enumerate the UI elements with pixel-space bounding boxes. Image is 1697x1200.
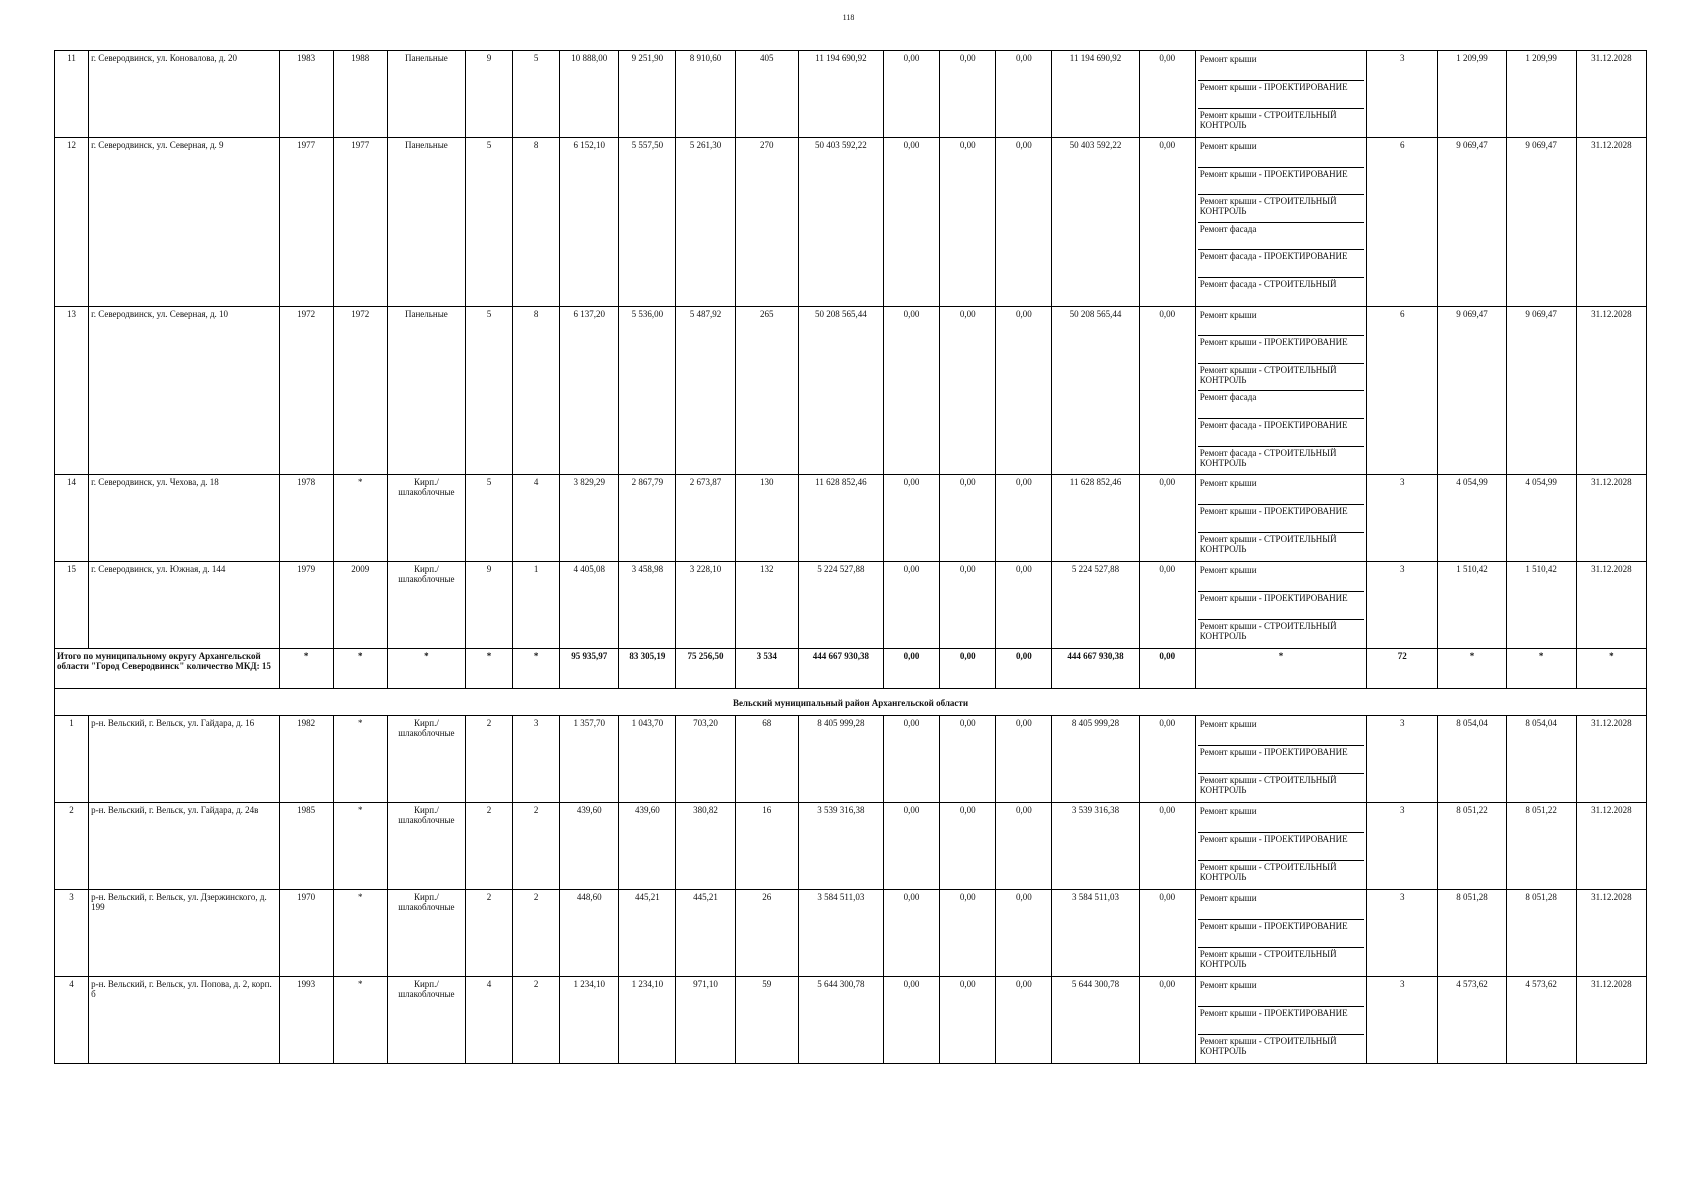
work-count-cell: 6 bbox=[1367, 138, 1438, 307]
total-area-cell: 1 357,70 bbox=[560, 716, 619, 803]
total-row bbox=[55, 649, 1647, 689]
total-area-premises-cell: 83 305,19 bbox=[619, 649, 676, 689]
work-item: Ремонт крыши - СТРОИТЕЛЬНЫЙ КОНТРОЛЬ bbox=[1199, 534, 1337, 555]
owners-funds-cell: 5 644 300,78 bbox=[1052, 977, 1139, 1064]
table-row bbox=[55, 306, 1647, 475]
residential-area-cell: 445,21 bbox=[676, 890, 735, 977]
total-cost-cell: 3 584 511,03 bbox=[798, 890, 883, 977]
federal-funds-cell: 0,00 bbox=[883, 977, 939, 1064]
federal-funds-cell: 0,00 bbox=[883, 51, 939, 138]
total-cost-cell: 50 208 565,44 bbox=[798, 306, 883, 475]
work-count-cell: 3 bbox=[1367, 562, 1438, 649]
wall-material-cell: Кирп./ шлакоблочные bbox=[387, 977, 465, 1064]
year-renovation-cell: * bbox=[333, 716, 387, 803]
wall-material-cell: Кирп./ шлакоблочные bbox=[387, 716, 465, 803]
other-funds-cell: 0,00 bbox=[1139, 890, 1195, 977]
year-built-cell: 1979 bbox=[279, 562, 333, 649]
row-number: 13 bbox=[55, 306, 89, 475]
total-works-cell: * bbox=[1195, 649, 1366, 689]
total-area-cell: 10 888,00 bbox=[560, 51, 619, 138]
federal-funds-cell: 0,00 bbox=[883, 890, 939, 977]
premises-area-cell: 439,60 bbox=[619, 803, 676, 890]
total-deadline-cell: * bbox=[1576, 649, 1646, 689]
residential-area-cell: 8 910,60 bbox=[676, 51, 735, 138]
regional-funds-cell: 0,00 bbox=[940, 977, 996, 1064]
year-renovation-cell: * bbox=[333, 475, 387, 562]
deadline-cell: 31.12.2028 bbox=[1576, 803, 1646, 890]
total-area-cell: 4 405,08 bbox=[560, 562, 619, 649]
owners-funds-cell: 50 208 565,44 bbox=[1052, 306, 1139, 475]
local-funds-cell: 0,00 bbox=[996, 51, 1052, 138]
total-residents-cell: 3 534 bbox=[735, 649, 798, 689]
deadline-cell: 31.12.2028 bbox=[1576, 138, 1646, 307]
deadline-cell: 31.12.2028 bbox=[1576, 306, 1646, 475]
residential-area-cell: 971,10 bbox=[676, 977, 735, 1064]
total-fund-owners-cell: 444 667 930,38 bbox=[1052, 649, 1139, 689]
total-cost-cell: 11 194 690,92 bbox=[798, 51, 883, 138]
total-fund-regional-cell: 0,00 bbox=[940, 649, 996, 689]
owners-funds-cell: 50 403 592,22 bbox=[1052, 138, 1139, 307]
work-item: Ремонт крыши bbox=[1198, 979, 1364, 1007]
table-row bbox=[55, 475, 1647, 562]
total-max-cost-cell: * bbox=[1506, 649, 1576, 689]
regional-funds-cell: 0,00 bbox=[940, 306, 996, 475]
work-item: Ремонт крыши - СТРОИТЕЛЬНЫЙ КОНТРОЛЬ bbox=[1199, 862, 1337, 883]
entrances-cell: 2 bbox=[513, 803, 560, 890]
address-cell: г. Северодвинск, ул. Северная, д. 10 bbox=[89, 306, 279, 475]
table-row bbox=[55, 138, 1647, 307]
wall-material-cell: Панельные bbox=[387, 51, 465, 138]
work-item: Ремонт крыши - ПРОЕКТИРОВАНИЕ bbox=[1198, 746, 1364, 774]
work-item: Ремонт крыши bbox=[1198, 140, 1364, 168]
row-number: 1 bbox=[55, 716, 89, 803]
federal-funds-cell: 0,00 bbox=[883, 562, 939, 649]
row-number: 11 bbox=[55, 51, 89, 138]
page-number: 118 bbox=[842, 13, 855, 22]
entrances-cell: 1 bbox=[513, 562, 560, 649]
premises-area-cell: 1 234,10 bbox=[619, 977, 676, 1064]
address-cell: г. Северодвинск, ул. Северная, д. 9 bbox=[89, 138, 279, 307]
entrances-cell: 8 bbox=[513, 306, 560, 475]
work-item: Ремонт фасада bbox=[1198, 223, 1364, 251]
work-item: Ремонт крыши bbox=[1198, 892, 1364, 920]
work-item: Ремонт крыши bbox=[1198, 805, 1364, 833]
total-area-cell: 3 829,29 bbox=[560, 475, 619, 562]
row-number: 12 bbox=[55, 138, 89, 307]
regional-funds-cell: 0,00 bbox=[940, 475, 996, 562]
max-cost-cell: 8 051,22 bbox=[1506, 803, 1576, 890]
other-funds-cell: 0,00 bbox=[1139, 51, 1195, 138]
year-built-cell: 1970 bbox=[279, 890, 333, 977]
unit-cost-cell: 8 054,04 bbox=[1438, 716, 1506, 803]
work-item: Ремонт фасада - СТРОИТЕЛЬНЫЙ bbox=[1199, 278, 1337, 289]
year-built-cell: 1983 bbox=[279, 51, 333, 138]
work-count-cell: 3 bbox=[1367, 51, 1438, 138]
premises-area-cell: 3 458,98 bbox=[619, 562, 676, 649]
work-count-cell: 3 bbox=[1367, 475, 1438, 562]
work-count-cell: 3 bbox=[1367, 977, 1438, 1064]
work-item: Ремонт фасада - ПРОЕКТИРОВАНИЕ bbox=[1198, 250, 1364, 278]
unit-cost-cell: 9 069,47 bbox=[1438, 306, 1506, 475]
row-number: 3 bbox=[55, 890, 89, 977]
works-cell bbox=[1195, 475, 1366, 562]
work-item: Ремонт крыши - ПРОЕКТИРОВАНИЕ bbox=[1198, 833, 1364, 861]
entrances-cell: 5 bbox=[513, 51, 560, 138]
address-cell: р-н. Вельский, г. Вельск, ул. Попова, д. 2, корп. б bbox=[89, 977, 279, 1064]
address-cell: р-н. Вельский, г. Вельск, ул. Гайдара, д. 24в bbox=[89, 803, 279, 890]
unit-cost-cell: 1 510,42 bbox=[1438, 562, 1506, 649]
year-renovation-cell: 2009 bbox=[333, 562, 387, 649]
regional-funds-cell: 0,00 bbox=[940, 138, 996, 307]
row-number: 2 bbox=[55, 803, 89, 890]
work-item: Ремонт фасада - ПРОЕКТИРОВАНИЕ bbox=[1198, 419, 1364, 447]
address-cell: г. Северодвинск, ул. Коновалова, д. 20 bbox=[89, 51, 279, 138]
total-work-count-cell: 72 bbox=[1367, 649, 1438, 689]
total-area-cell: 6 152,10 bbox=[560, 138, 619, 307]
entrances-cell: 2 bbox=[513, 890, 560, 977]
max-cost-cell: 4 054,99 bbox=[1506, 475, 1576, 562]
wall-material-cell: Кирп./ шлакоблочные bbox=[387, 803, 465, 890]
total-area-cell: 1 234,10 bbox=[560, 977, 619, 1064]
residents-cell: 16 bbox=[735, 803, 798, 890]
work-count-cell: 3 bbox=[1367, 803, 1438, 890]
work-item: Ремонт крыши - ПРОЕКТИРОВАНИЕ bbox=[1198, 1007, 1364, 1035]
other-funds-cell: 0,00 bbox=[1139, 306, 1195, 475]
total-cost-cell: 5 224 527,88 bbox=[798, 562, 883, 649]
premises-area-cell: 445,21 bbox=[619, 890, 676, 977]
max-cost-cell: 8 051,28 bbox=[1506, 890, 1576, 977]
year-renovation-cell: 1977 bbox=[333, 138, 387, 307]
work-item: Ремонт крыши - СТРОИТЕЛЬНЫЙ КОНТРОЛЬ bbox=[1198, 364, 1364, 392]
total-area-residential-cell: 75 256,50 bbox=[676, 649, 735, 689]
residents-cell: 26 bbox=[735, 890, 798, 977]
total-area-total-cell: 95 935,97 bbox=[560, 649, 619, 689]
year-renovation-cell: * bbox=[333, 803, 387, 890]
capital-repair-table bbox=[54, 50, 1647, 1064]
year-built-cell: 1972 bbox=[279, 306, 333, 475]
total-c6-cell: * bbox=[465, 649, 512, 689]
federal-funds-cell: 0,00 bbox=[883, 803, 939, 890]
local-funds-cell: 0,00 bbox=[996, 890, 1052, 977]
other-funds-cell: 0,00 bbox=[1139, 803, 1195, 890]
residential-area-cell: 2 673,87 bbox=[676, 475, 735, 562]
floors-cell: 2 bbox=[465, 716, 512, 803]
address-cell: г. Северодвинск, ул. Чехова, д. 18 bbox=[89, 475, 279, 562]
total-label: Итого по муниципальному округу Архангельской области "Город Северодвинск" количество МКД: 15 bbox=[55, 649, 280, 689]
table-row bbox=[55, 562, 1647, 649]
residents-cell: 68 bbox=[735, 716, 798, 803]
premises-area-cell: 1 043,70 bbox=[619, 716, 676, 803]
regional-funds-cell: 0,00 bbox=[940, 716, 996, 803]
local-funds-cell: 0,00 bbox=[996, 562, 1052, 649]
total-fund-local-cell: 0,00 bbox=[996, 649, 1052, 689]
residential-area-cell: 380,82 bbox=[676, 803, 735, 890]
works-cell bbox=[1195, 138, 1366, 307]
deadline-cell: 31.12.2028 bbox=[1576, 562, 1646, 649]
total-cost-cell: 11 628 852,46 bbox=[798, 475, 883, 562]
floors-cell: 2 bbox=[465, 803, 512, 890]
other-funds-cell: 0,00 bbox=[1139, 138, 1195, 307]
premises-area-cell: 5 557,50 bbox=[619, 138, 676, 307]
regional-funds-cell: 0,00 bbox=[940, 51, 996, 138]
works-cell bbox=[1195, 51, 1366, 138]
premises-area-cell: 9 251,90 bbox=[619, 51, 676, 138]
max-cost-cell: 1 209,99 bbox=[1506, 51, 1576, 138]
unit-cost-cell: 4 054,99 bbox=[1438, 475, 1506, 562]
local-funds-cell: 0,00 bbox=[996, 716, 1052, 803]
regional-funds-cell: 0,00 bbox=[940, 803, 996, 890]
max-cost-cell: 8 054,04 bbox=[1506, 716, 1576, 803]
regional-funds-cell: 0,00 bbox=[940, 562, 996, 649]
floors-cell: 9 bbox=[465, 51, 512, 138]
floors-cell: 5 bbox=[465, 475, 512, 562]
federal-funds-cell: 0,00 bbox=[883, 306, 939, 475]
table-row bbox=[55, 803, 1647, 890]
residents-cell: 132 bbox=[735, 562, 798, 649]
other-funds-cell: 0,00 bbox=[1139, 977, 1195, 1064]
works-cell bbox=[1195, 977, 1366, 1064]
owners-funds-cell: 8 405 999,28 bbox=[1052, 716, 1139, 803]
owners-funds-cell: 3 539 316,38 bbox=[1052, 803, 1139, 890]
max-cost-cell: 4 573,62 bbox=[1506, 977, 1576, 1064]
total-cost-cell: 3 539 316,38 bbox=[798, 803, 883, 890]
local-funds-cell: 0,00 bbox=[996, 306, 1052, 475]
work-item: Ремонт крыши - СТРОИТЕЛЬНЫЙ КОНТРОЛЬ bbox=[1198, 195, 1364, 223]
work-item: Ремонт крыши - СТРОИТЕЛЬНЫЙ КОНТРОЛЬ bbox=[1199, 775, 1337, 796]
federal-funds-cell: 0,00 bbox=[883, 716, 939, 803]
premises-area-cell: 5 536,00 bbox=[619, 306, 676, 475]
works-cell bbox=[1195, 716, 1366, 803]
owners-funds-cell: 5 224 527,88 bbox=[1052, 562, 1139, 649]
work-count-cell: 3 bbox=[1367, 716, 1438, 803]
total-c3-cell: * bbox=[279, 649, 333, 689]
address-cell: г. Северодвинск, ул. Южная, д. 144 bbox=[89, 562, 279, 649]
owners-funds-cell: 11 628 852,46 bbox=[1052, 475, 1139, 562]
total-c7-cell: * bbox=[513, 649, 560, 689]
deadline-cell: 31.12.2028 bbox=[1576, 475, 1646, 562]
other-funds-cell: 0,00 bbox=[1139, 475, 1195, 562]
wall-material-cell: Кирп./ шлакоблочные bbox=[387, 890, 465, 977]
wall-material-cell: Панельные bbox=[387, 306, 465, 475]
total-cost-total-cell: 444 667 930,38 bbox=[798, 649, 883, 689]
residential-area-cell: 703,20 bbox=[676, 716, 735, 803]
table-row bbox=[55, 977, 1647, 1064]
residents-cell: 270 bbox=[735, 138, 798, 307]
local-funds-cell: 0,00 bbox=[996, 475, 1052, 562]
unit-cost-cell: 8 051,28 bbox=[1438, 890, 1506, 977]
work-item: Ремонт фасада - СТРОИТЕЛЬНЫЙ КОНТРОЛЬ bbox=[1199, 447, 1337, 468]
deadline-cell: 31.12.2028 bbox=[1576, 716, 1646, 803]
year-renovation-cell: * bbox=[333, 977, 387, 1064]
year-built-cell: 1977 bbox=[279, 138, 333, 307]
owners-funds-cell: 3 584 511,03 bbox=[1052, 890, 1139, 977]
year-built-cell: 1993 bbox=[279, 977, 333, 1064]
unit-cost-cell: 8 051,22 bbox=[1438, 803, 1506, 890]
work-item: Ремонт крыши - ПРОЕКТИРОВАНИЕ bbox=[1198, 505, 1364, 533]
work-item: Ремонт крыши - СТРОИТЕЛЬНЫЙ КОНТРОЛЬ bbox=[1199, 1036, 1337, 1057]
residents-cell: 130 bbox=[735, 475, 798, 562]
residential-area-cell: 5 487,92 bbox=[676, 306, 735, 475]
premises-area-cell: 2 867,79 bbox=[619, 475, 676, 562]
regional-funds-cell: 0,00 bbox=[940, 890, 996, 977]
address-cell: р-н. Вельский, г. Вельск, ул. Дзержинского, д. 199 bbox=[89, 890, 279, 977]
unit-cost-cell: 1 209,99 bbox=[1438, 51, 1506, 138]
work-count-cell: 3 bbox=[1367, 890, 1438, 977]
works-cell bbox=[1195, 803, 1366, 890]
wall-material-cell: Кирп./ шлакоблочные bbox=[387, 562, 465, 649]
local-funds-cell: 0,00 bbox=[996, 138, 1052, 307]
work-item: Ремонт крыши - СТРОИТЕЛЬНЫЙ КОНТРОЛЬ bbox=[1199, 621, 1337, 642]
floors-cell: 9 bbox=[465, 562, 512, 649]
unit-cost-cell: 4 573,62 bbox=[1438, 977, 1506, 1064]
wall-material-cell: Кирп./ шлакоблочные bbox=[387, 475, 465, 562]
total-cost-cell: 8 405 999,28 bbox=[798, 716, 883, 803]
total-fund-federal-cell: 0,00 bbox=[883, 649, 939, 689]
total-c5-cell: * bbox=[387, 649, 465, 689]
entrances-cell: 3 bbox=[513, 716, 560, 803]
work-item: Ремонт крыши bbox=[1198, 53, 1364, 81]
total-fund-other-cell: 0,00 bbox=[1139, 649, 1195, 689]
year-renovation-cell: 1972 bbox=[333, 306, 387, 475]
owners-funds-cell: 11 194 690,92 bbox=[1052, 51, 1139, 138]
section-title: Вельский муниципальный район Архангельской области bbox=[55, 689, 1647, 716]
total-area-cell: 448,60 bbox=[560, 890, 619, 977]
residents-cell: 265 bbox=[735, 306, 798, 475]
address-cell: р-н. Вельский, г. Вельск, ул. Гайдара, д. 16 bbox=[89, 716, 279, 803]
entrances-cell: 4 bbox=[513, 475, 560, 562]
works-cell bbox=[1195, 306, 1366, 475]
work-item: Ремонт крыши - СТРОИТЕЛЬНЫЙ КОНТРОЛЬ bbox=[1199, 949, 1337, 970]
deadline-cell: 31.12.2028 bbox=[1576, 890, 1646, 977]
max-cost-cell: 9 069,47 bbox=[1506, 138, 1576, 307]
deadline-cell: 31.12.2028 bbox=[1576, 51, 1646, 138]
residents-cell: 405 bbox=[735, 51, 798, 138]
works-cell bbox=[1195, 890, 1366, 977]
local-funds-cell: 0,00 bbox=[996, 977, 1052, 1064]
year-built-cell: 1982 bbox=[279, 716, 333, 803]
floors-cell: 4 bbox=[465, 977, 512, 1064]
work-item: Ремонт крыши - ПРОЕКТИРОВАНИЕ bbox=[1198, 336, 1364, 364]
wall-material-cell: Панельные bbox=[387, 138, 465, 307]
work-item: Ремонт крыши bbox=[1198, 564, 1364, 592]
deadline-cell: 31.12.2028 bbox=[1576, 977, 1646, 1064]
other-funds-cell: 0,00 bbox=[1139, 716, 1195, 803]
year-renovation-cell: * bbox=[333, 890, 387, 977]
floors-cell: 2 bbox=[465, 890, 512, 977]
row-number: 14 bbox=[55, 475, 89, 562]
total-area-cell: 439,60 bbox=[560, 803, 619, 890]
max-cost-cell: 9 069,47 bbox=[1506, 306, 1576, 475]
work-item: Ремонт крыши bbox=[1198, 718, 1364, 746]
works-cell bbox=[1195, 562, 1366, 649]
year-built-cell: 1978 bbox=[279, 475, 333, 562]
work-item: Ремонт крыши bbox=[1198, 309, 1364, 337]
federal-funds-cell: 0,00 bbox=[883, 138, 939, 307]
federal-funds-cell: 0,00 bbox=[883, 475, 939, 562]
work-item: Ремонт крыши - ПРОЕКТИРОВАНИЕ bbox=[1198, 81, 1364, 109]
local-funds-cell: 0,00 bbox=[996, 803, 1052, 890]
work-item: Ремонт крыши - ПРОЕКТИРОВАНИЕ bbox=[1198, 168, 1364, 196]
total-cost-cell: 50 403 592,22 bbox=[798, 138, 883, 307]
residents-cell: 59 bbox=[735, 977, 798, 1064]
floors-cell: 5 bbox=[465, 306, 512, 475]
section-header-row bbox=[55, 689, 1647, 716]
work-item: Ремонт крыши - ПРОЕКТИРОВАНИЕ bbox=[1198, 592, 1364, 620]
residential-area-cell: 3 228,10 bbox=[676, 562, 735, 649]
entrances-cell: 8 bbox=[513, 138, 560, 307]
other-funds-cell: 0,00 bbox=[1139, 562, 1195, 649]
work-item: Ремонт фасада bbox=[1198, 391, 1364, 419]
floors-cell: 5 bbox=[465, 138, 512, 307]
work-item: Ремонт крыши bbox=[1198, 477, 1364, 505]
max-cost-cell: 1 510,42 bbox=[1506, 562, 1576, 649]
row-number: 4 bbox=[55, 977, 89, 1064]
entrances-cell: 2 bbox=[513, 977, 560, 1064]
total-cost-cell: 5 644 300,78 bbox=[798, 977, 883, 1064]
year-built-cell: 1985 bbox=[279, 803, 333, 890]
row-number: 15 bbox=[55, 562, 89, 649]
total-c4-cell: * bbox=[333, 649, 387, 689]
work-count-cell: 6 bbox=[1367, 306, 1438, 475]
table-row bbox=[55, 51, 1647, 138]
residential-area-cell: 5 261,30 bbox=[676, 138, 735, 307]
total-unit-cost-cell: * bbox=[1438, 649, 1506, 689]
year-renovation-cell: 1988 bbox=[333, 51, 387, 138]
table-row bbox=[55, 716, 1647, 803]
unit-cost-cell: 9 069,47 bbox=[1438, 138, 1506, 307]
table-row bbox=[55, 890, 1647, 977]
work-item: Ремонт крыши - СТРОИТЕЛЬНЫЙ КОНТРОЛЬ bbox=[1199, 110, 1337, 130]
work-item: Ремонт крыши - ПРОЕКТИРОВАНИЕ bbox=[1198, 920, 1364, 948]
total-area-cell: 6 137,20 bbox=[560, 306, 619, 475]
